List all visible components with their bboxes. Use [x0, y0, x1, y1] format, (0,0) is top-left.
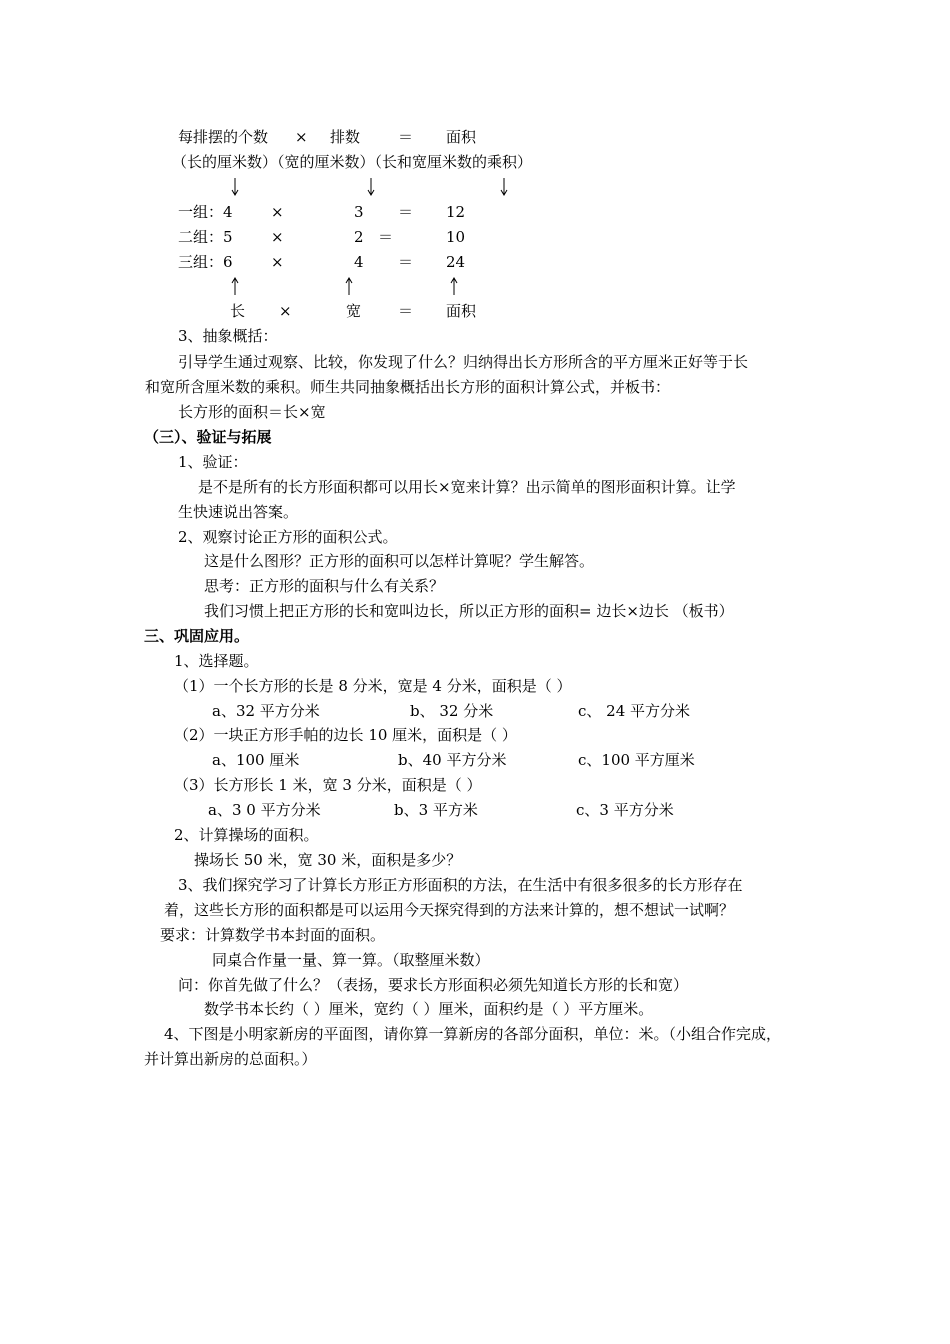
part-three-heading: 三、巩固应用。	[144, 627, 250, 645]
question-1-option-b: b、 32 分米	[410, 702, 494, 720]
table-header-count: 每排摆的个数	[178, 128, 269, 146]
square-title: 2、观察讨论正方形的面积公式。	[178, 528, 398, 546]
question-1-option-a: a、32 平方分米	[212, 702, 320, 720]
square-paragraph-line: 我们习惯上把正方形的长和宽叫边长，所以正方形的面积= 边长×边长 （板书）	[204, 602, 734, 620]
choice-title: 1、选择题。	[174, 652, 259, 670]
question-3-option-a: a、3 0 平方分米	[208, 801, 321, 819]
square-paragraph-line: 这是什么图形？正方形的面积可以怎样计算呢？学生解答。	[204, 552, 595, 570]
section-three-heading: （三）、验证与拓展	[144, 428, 272, 446]
question-1: （1）一个长方形的长是 8 分米，宽是 4 分米，面积是（ ）	[174, 677, 572, 695]
abstract-title: 3、抽象概括：	[178, 327, 278, 345]
table-row-op: ×	[271, 253, 284, 271]
table-row-label: 二组：5	[178, 228, 233, 246]
verify-paragraph-line: 是不是所有的长方形面积都可以用长×宽来计算？出示简单的图形面积计算。让学	[198, 478, 736, 496]
table-row-result: 12	[446, 203, 466, 221]
table-row-label: 一组：4	[178, 203, 233, 221]
table-header-equals: ＝	[398, 128, 414, 146]
square-paragraph-line: 思考：正方形的面积与什么有关系？	[204, 577, 445, 595]
question-2-option-b: b、40 平方分米	[398, 751, 507, 769]
table-footer-area: 面积	[446, 302, 477, 320]
question-2: （2）一块正方形手帕的边长 10 厘米，面积是（ ）	[174, 726, 517, 744]
verify-paragraph-line: 生快速说出答案。	[178, 503, 299, 521]
abstract-paragraph-line: 引导学生通过观察、比较，你发现了什么？归纳得出长方形所含的平方厘米正好等于长	[178, 353, 749, 371]
table-footer-equals: ＝	[398, 302, 414, 320]
down-arrow-icon	[498, 176, 510, 198]
table-header-rows: 排数	[330, 128, 361, 146]
desk-activity: 同桌合作量一量、算一算。（取整厘米数）	[212, 951, 490, 969]
question-3-option-c: c、3 平方分米	[576, 801, 674, 819]
verify-title: 1、验证：	[178, 453, 248, 471]
table-row-op: ×	[271, 228, 284, 246]
up-arrow-icon	[343, 275, 355, 297]
question-3-option-b: b、3 平方米	[394, 801, 478, 819]
down-arrow-icon	[365, 176, 377, 198]
explore-paragraph-line: 3、我们探究学习了计算长方形正方形面积的方法，在生活中有很多很多的长方形存在	[178, 876, 743, 894]
table-row-eq: ＝	[398, 203, 414, 221]
explore-paragraph-line: 着，这些长方形的面积都是可以运用今天探究得到的方法来计算的，想不想试一试啊？	[164, 901, 735, 919]
question-1-option-c: c、 24 平方分米	[578, 702, 691, 720]
area-formula: 长方形的面积＝长×宽	[178, 403, 326, 421]
table-row-b: 4	[354, 253, 364, 271]
table-row-result: 10	[446, 228, 466, 246]
table-subheader: （长的厘米数）（宽的厘米数）（长和宽厘米数的乘积）	[172, 153, 533, 171]
calc-paragraph: 操场长 50 米，宽 30 米，面积是多少？	[194, 851, 462, 869]
up-arrow-icon	[448, 275, 460, 297]
house-paragraph-line: 4、下图是小明家新房的平面图，请你算一算新房的各部分面积，单位：米。（小组合作完成，	[164, 1025, 782, 1043]
table-header-times: ×	[295, 128, 308, 146]
table-footer-width: 宽	[346, 302, 362, 320]
book-measure: 数学书本长约（ ）厘米，宽约（ ）厘米，面积约是（ ）平方厘米。	[204, 1000, 654, 1018]
table-header-area: 面积	[446, 128, 477, 146]
table-row-b: 3	[354, 203, 364, 221]
table-row-result: 24	[446, 253, 466, 271]
question-2-option-c: c、100 平方厘米	[578, 751, 695, 769]
table-row-label: 三组：6	[178, 253, 233, 271]
table-row-eq: ＝	[398, 253, 414, 271]
table-footer-length: 长	[230, 302, 246, 320]
table-row-b: 2	[354, 228, 364, 246]
up-arrow-icon	[229, 275, 241, 297]
question-2-option-a: a、100 厘米	[212, 751, 300, 769]
table-row-op: ×	[271, 203, 284, 221]
question-ask: 问：你首先做了什么？（表扬，要求长方形面积必须先知道长方形的长和宽）	[178, 976, 689, 994]
down-arrow-icon	[229, 176, 241, 198]
abstract-paragraph-line: 和宽所含厘米数的乘积。师生共同抽象概括出长方形的面积计算公式，并板书：	[145, 378, 671, 396]
requirement: 要求：计算数学书本封面的面积。	[160, 926, 386, 944]
table-row-eq: ＝	[378, 228, 394, 246]
calc-title: 2、计算操场的面积。	[174, 826, 319, 844]
table-footer-times: ×	[279, 302, 292, 320]
question-3: （3）长方形长 1 米，宽 3 分米，面积是（ ）	[174, 776, 482, 794]
house-paragraph-line: 并计算出新房的总面积。）	[144, 1050, 317, 1068]
